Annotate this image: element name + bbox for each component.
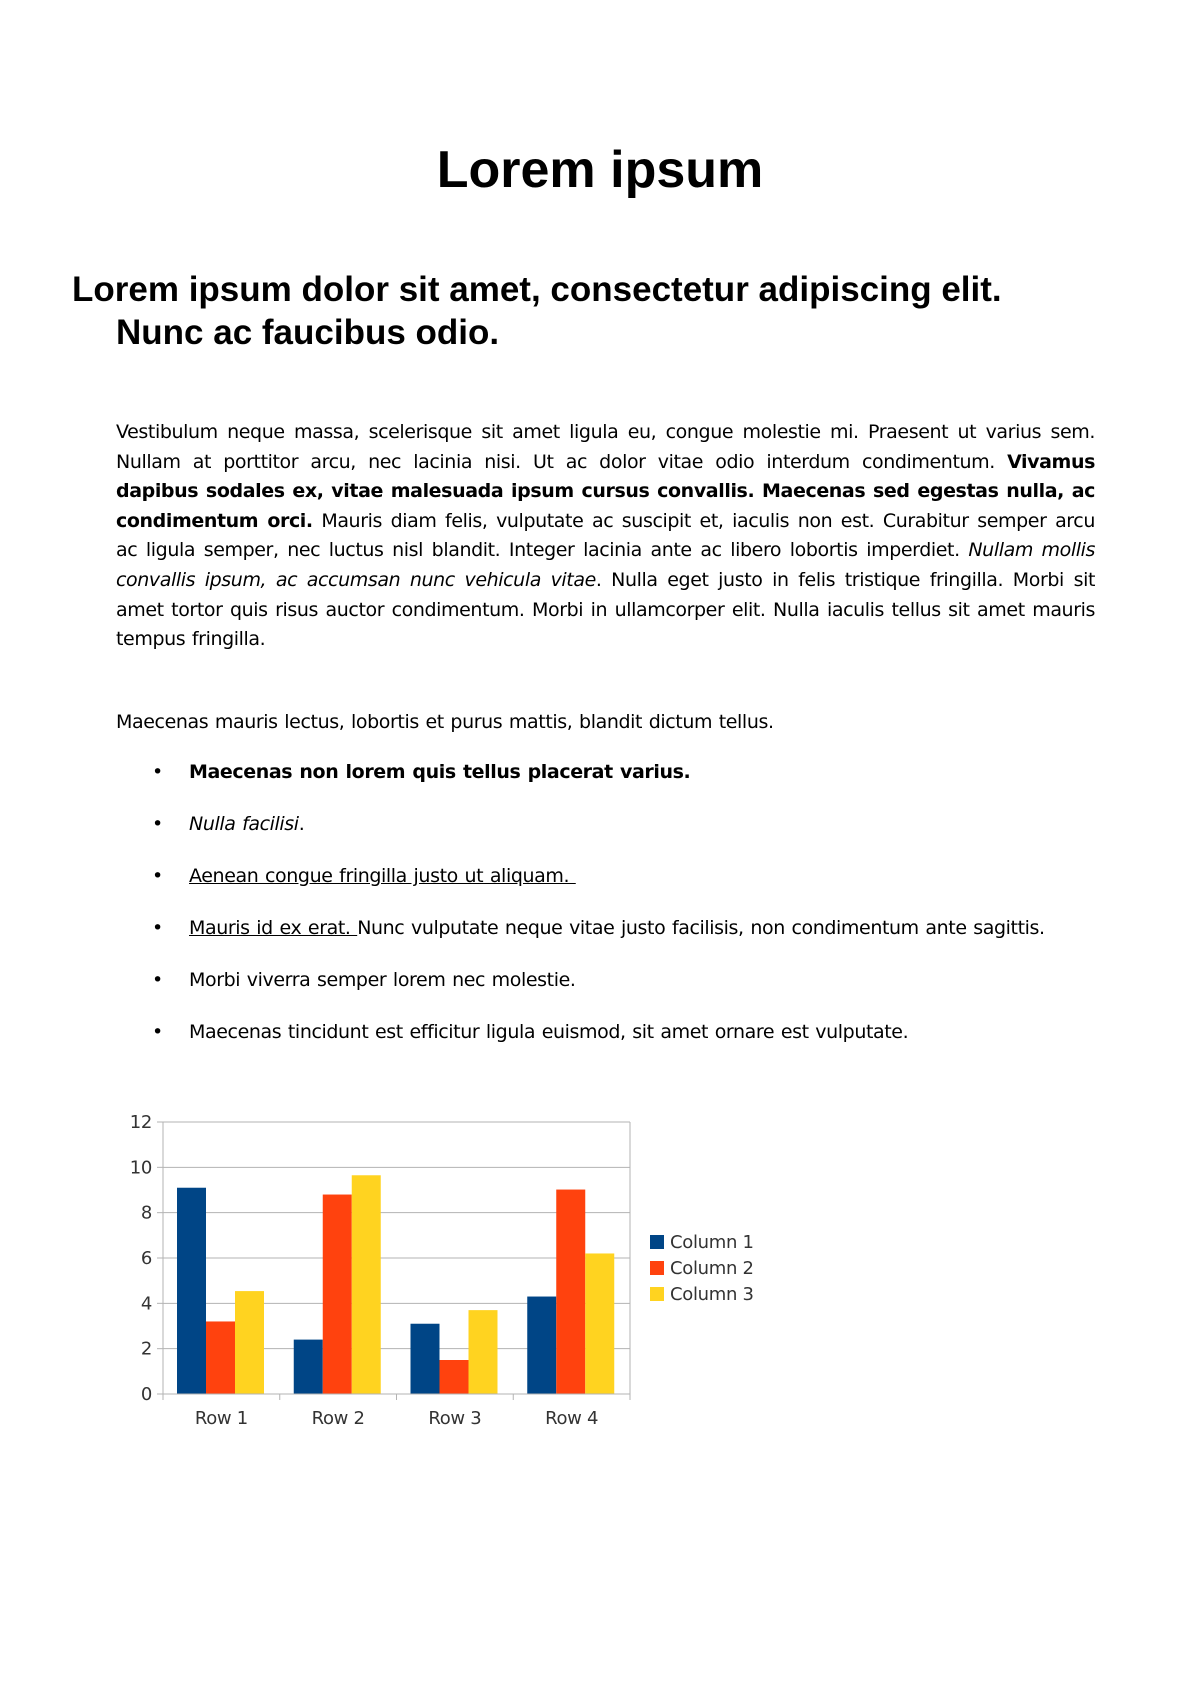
bullet-icon: • <box>152 917 163 940</box>
list-item-underlined-text: Mauris id ex erat. <box>189 917 358 940</box>
y-tick-label: 12 <box>129 1112 152 1133</box>
section-heading-line-2: Nunc ac faucibus odio. <box>116 313 500 352</box>
list-item <box>116 758 1095 788</box>
legend-swatch <box>650 1261 664 1275</box>
bar-column-1 <box>177 1188 206 1394</box>
list-item-text: Nunc vulputate neque vitae justo facilisis, non condimentum ante sagittis. <box>357 917 1045 940</box>
body-paragraph-2: Maecenas mauris lectus, lobortis et purus mattis, blandit dictum tellus. <box>116 711 774 733</box>
list-item <box>116 914 1095 944</box>
bullet-icon: • <box>152 813 163 836</box>
x-tick-label: Row 3 <box>428 1408 482 1429</box>
list-item-text: Nulla facilisi <box>189 813 299 836</box>
legend-label: Column 3 <box>670 1284 754 1305</box>
y-tick-label: 2 <box>140 1338 152 1360</box>
bar-column-2 <box>556 1190 585 1394</box>
legend-label: Column 1 <box>670 1232 754 1253</box>
list-item-suffix: . <box>298 813 305 836</box>
bar-column-3 <box>469 1310 498 1394</box>
x-tick-label: Row 1 <box>194 1408 248 1429</box>
list-item <box>116 1018 1095 1048</box>
list-item-text: Morbi viverra semper lorem nec molestie. <box>189 968 576 991</box>
bar-column-1 <box>527 1297 556 1394</box>
list-item-text: Maecenas non lorem quis tellus placerat varius. <box>189 761 691 783</box>
paragraph-1-text-a: Vestibulum neque massa, scelerisque sit amet ligula eu, congue molestie mi. Praesent ut varius sem. Nullam at porttitor arcu, nec lacinia nisi. Ut ac dolor vitae odio interdum condimentum. <box>116 421 1095 473</box>
legend-label: Column 2 <box>670 1258 754 1279</box>
paragraph-1-text-b: Mauris diam felis, vulputate ac suscipit et, iaculis non est. Curabitur semper arcu ac ligula semper, nec luctus nisl blandit. Integer lacinia ante ac libero lobortis imperdiet. <box>116 509 1095 562</box>
x-tick-label: Row 2 <box>311 1408 365 1429</box>
bar-column-3 <box>352 1175 381 1394</box>
list-item-text: Aenean congue fringilla justo ut aliquam. <box>189 865 576 888</box>
paragraph-1-italic-text: Nullam mollis convallis ipsum, ac accumsan nunc vehicula vitae <box>116 539 1096 591</box>
bar-column-2 <box>440 1360 469 1394</box>
list-item-text: Maecenas tincidunt est efficitur ligula euismod, sit amet ornare est vulputate. <box>189 1020 909 1043</box>
bullet-icon: • <box>152 968 163 991</box>
bar-column-2 <box>323 1195 352 1394</box>
bar-column-2 <box>206 1321 235 1394</box>
paragraph-1-text-c: . Nulla eget justo in felis tristique fringilla. Morbi sit amet tortor quis risus auctor condimentum. Morbi in ullamcorper elit. Nulla iaculis tellus sit amet mauris tempus fringilla. <box>116 568 1095 651</box>
bar-column-3 <box>235 1291 264 1394</box>
section-heading <box>72 268 1122 354</box>
legend-swatch <box>650 1287 664 1301</box>
y-tick-label: 10 <box>129 1157 152 1179</box>
list-item <box>116 966 1095 996</box>
section-heading-line-1: Lorem ipsum dolor sit amet, consectetur adipiscing elit. <box>72 270 1002 309</box>
bar-chart <box>110 1100 810 1440</box>
bullet-list <box>116 758 1095 1070</box>
legend-swatch <box>650 1235 664 1249</box>
y-tick-label: 0 <box>140 1384 152 1405</box>
bullet-icon: • <box>152 1020 163 1043</box>
list-item <box>116 810 1095 840</box>
bullet-icon: • <box>152 865 163 888</box>
x-tick-label: Row 4 <box>545 1408 599 1429</box>
y-tick-label: 4 <box>140 1293 152 1315</box>
y-tick-label: 8 <box>140 1202 152 1224</box>
list-item <box>116 862 1095 892</box>
bullet-icon: • <box>152 761 163 783</box>
bar-column-1 <box>411 1324 440 1394</box>
bar-column-3 <box>585 1253 614 1394</box>
bar-column-1 <box>294 1340 323 1394</box>
y-tick-label: 6 <box>140 1248 152 1269</box>
paragraph-1-bold-text: Vivamus dapibus sodales ex, vitae malesuada ipsum cursus convallis. Maecenas sed egestas nulla, ac condimentum orci. <box>116 450 1095 532</box>
document-title: Lorem ipsum <box>436 141 764 199</box>
body-paragraph-1 <box>116 418 1095 655</box>
